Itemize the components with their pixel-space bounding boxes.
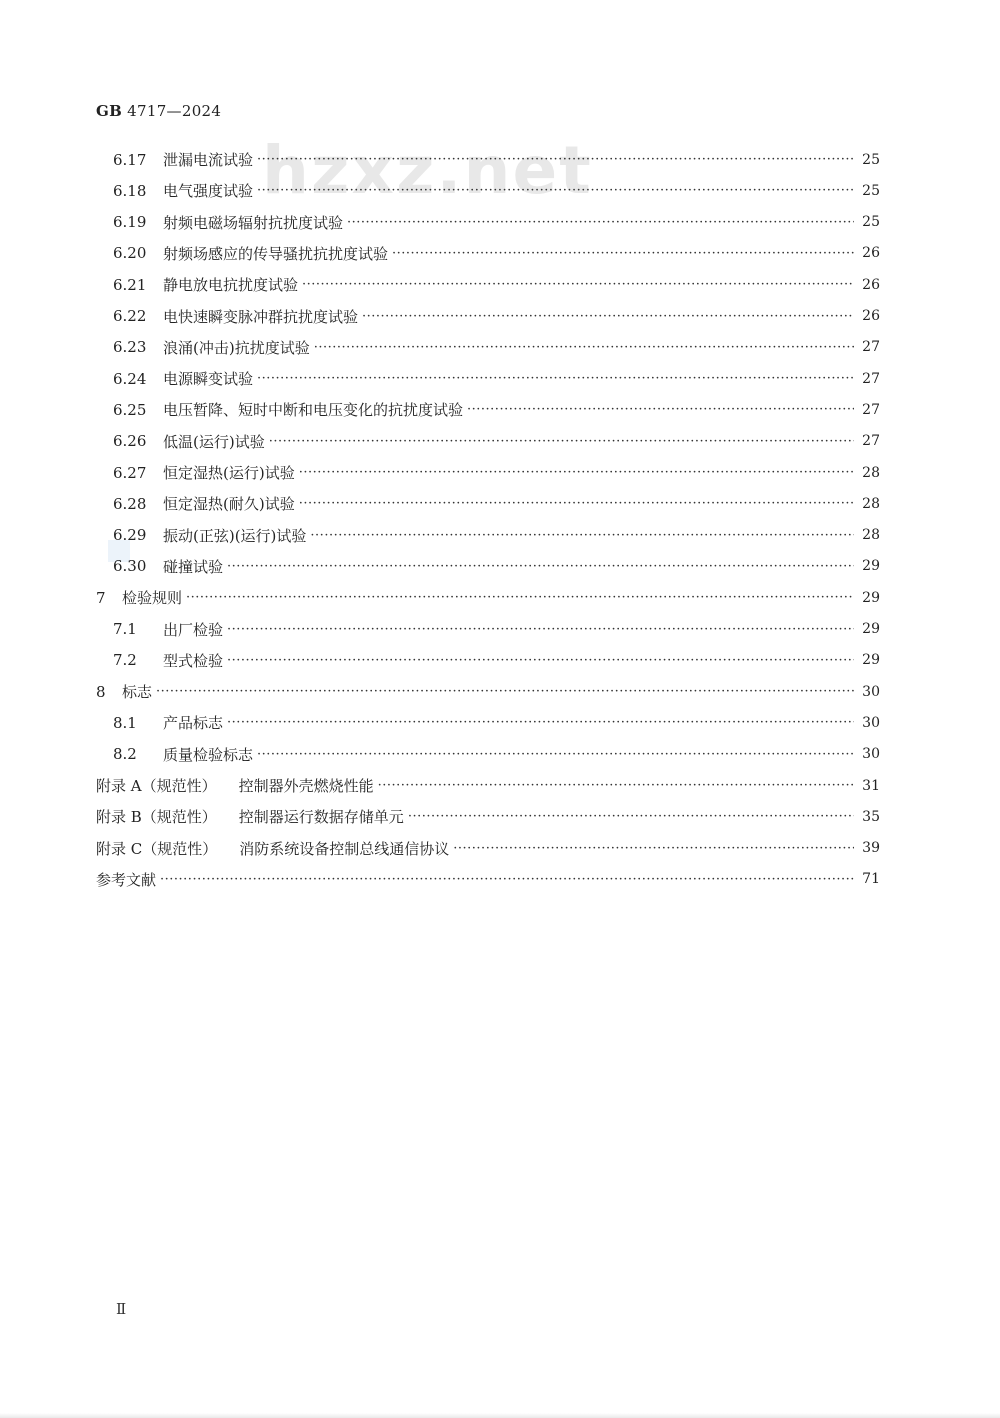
toc-entry[interactable] [96, 676, 880, 707]
toc-entry[interactable] [113, 645, 880, 676]
toc-entry[interactable] [113, 175, 880, 206]
toc-entry[interactable] [113, 207, 880, 238]
toc-dot-leader [378, 778, 854, 793]
toc-entry-page: 27 [862, 401, 880, 418]
toc-entry-page: 28 [862, 527, 880, 544]
toc-entry[interactable] [113, 707, 880, 738]
toc-entry[interactable] [113, 238, 880, 269]
toc-entry-number: 7.2 [113, 651, 137, 670]
toc-entry-title: 静电放电抗扰度试验 [163, 276, 299, 295]
toc-dot-leader [257, 371, 854, 386]
toc-entry-title: 恒定湿热(运行)试验 [163, 464, 295, 482]
toc-entry-page: 28 [862, 464, 880, 481]
toc-entry-number: 6.21 [113, 275, 147, 294]
toc-entry[interactable] [113, 363, 880, 394]
standard-number: 4717—2024 [127, 102, 222, 120]
toc-entry-title: 出厂检验 [163, 620, 224, 639]
toc-entry-number: 6.22 [113, 307, 147, 325]
toc-entry-number: 7.1 [113, 620, 137, 638]
toc-entry-page: 26 [862, 308, 880, 324]
toc-entry-title: 型式检验 [163, 651, 224, 670]
toc-entry-title: 检验规则 [122, 589, 183, 608]
toc-entry-title: 浪涌(冲击)抗扰度试验 [163, 338, 310, 357]
toc-entry-title: 参考文献 [96, 870, 157, 889]
toc-entry-title: 电气强度试验 [163, 182, 254, 201]
toc-entry-number: 6.30 [113, 557, 147, 576]
toc-entry-title: 射频场感应的传导骚扰抗扰度试验 [163, 244, 389, 263]
toc-entry-number: 8 [96, 682, 106, 701]
toc-entry-title: 低温(运行)试验 [163, 432, 265, 451]
toc-entry-number: 附录 A（规范性） [96, 777, 217, 795]
watermark-logo: hzxz.net [262, 132, 593, 209]
toc-dot-leader [227, 653, 854, 668]
toc-dot-leader [160, 872, 854, 887]
toc-entry-page: 26 [862, 245, 880, 262]
toc-entry-title: 电快速瞬变脉冲群抗扰度试验 [163, 307, 359, 326]
toc-entry-page: 30 [862, 683, 880, 700]
toc-entry[interactable] [96, 582, 880, 613]
toc-entry-page: 27 [862, 370, 880, 387]
page-edge [0, 1413, 1000, 1418]
toc-entry[interactable] [96, 801, 880, 832]
toc-entry[interactable] [113, 394, 880, 425]
toc-entry[interactable] [96, 833, 880, 864]
toc-entry-number: 附录 B（规范性） [96, 808, 217, 827]
toc-entry-number: 6.23 [113, 338, 147, 357]
toc-entry[interactable] [113, 332, 880, 363]
toc-entry-number: 6.18 [113, 181, 147, 200]
toc-dot-leader [453, 841, 854, 856]
toc-dot-leader [347, 215, 854, 230]
toc-entry[interactable] [113, 739, 880, 770]
toc-entry-page: 25 [862, 151, 880, 168]
toc-entry-number: 8.1 [113, 713, 137, 732]
toc-dot-leader [227, 622, 854, 637]
toc-entry-title: 振动(正弦)(运行)试验 [163, 526, 307, 545]
toc-dot-leader [314, 340, 854, 355]
toc-entry-number: 附录 C（规范性） [96, 839, 218, 858]
toc-entry-title: 消防系统设备控制总线通信协议 [239, 839, 450, 858]
toc-entry-number: 6.19 [113, 213, 147, 232]
toc-entry-page: 29 [862, 652, 880, 669]
toc-dot-leader [310, 528, 854, 543]
toc-entry-page: 26 [862, 276, 880, 293]
toc-entry-title: 电源瞬变试验 [163, 370, 254, 389]
toc-entry-page: 25 [862, 214, 880, 231]
toc-entry-number: 6.26 [113, 432, 147, 451]
page-header [96, 102, 221, 120]
toc-entry[interactable] [113, 457, 880, 488]
toc-dot-leader [299, 496, 854, 511]
toc-dot-leader [257, 152, 854, 167]
toc-entry[interactable] [113, 426, 880, 457]
page-number-footer: Ⅱ [116, 1300, 127, 1318]
toc-entry-title: 射频电磁场辐射抗扰度试验 [163, 213, 344, 232]
toc-entry-title: 标志 [122, 683, 153, 702]
toc-entry[interactable] [113, 144, 880, 175]
toc-entry-page: 28 [862, 495, 880, 512]
toc-entry-title: 电压暂降、短时中断和电压变化的抗扰度试验 [163, 401, 464, 420]
toc-dot-leader [227, 715, 854, 730]
toc-dot-leader [299, 465, 854, 480]
toc-entry[interactable] [113, 269, 880, 300]
toc-entry-page: 71 [862, 871, 880, 888]
toc-entry-number: 8.2 [113, 745, 137, 764]
toc-entry-title: 控制器外壳燃烧性能 [238, 777, 374, 795]
toc-entry[interactable] [96, 770, 880, 801]
toc-dot-leader [392, 246, 854, 261]
toc-entry-page: 25 [862, 182, 880, 199]
toc-entry-number: 6.28 [113, 494, 147, 513]
toc-entry-title: 质量检验标志 [163, 745, 254, 764]
toc-entry-number: 6.20 [113, 244, 147, 263]
toc-entry-number: 7 [96, 588, 106, 607]
toc-entry-page: 27 [862, 433, 880, 450]
toc-entry[interactable] [113, 301, 880, 332]
toc-entry-page: 29 [862, 558, 880, 575]
toc-entry-page: 29 [862, 621, 880, 637]
toc-entry-page: 30 [862, 746, 880, 763]
toc-entry-number: 6.25 [113, 400, 147, 419]
toc-entry-page: 27 [862, 339, 880, 356]
toc-entry[interactable] [113, 614, 880, 645]
toc-entry-title: 泄漏电流试验 [163, 151, 254, 169]
toc-dot-leader [467, 402, 854, 417]
toc-dot-leader [302, 277, 854, 292]
toc-entry-title: 恒定湿热(耐久)试验 [163, 495, 295, 514]
toc-entry-title: 控制器运行数据存储单元 [238, 808, 404, 827]
toc-entry-number: 6.17 [113, 150, 147, 169]
toc-dot-leader [257, 183, 854, 198]
toc-entry-title: 产品标志 [163, 714, 224, 733]
toc-entry-page: 30 [862, 714, 880, 731]
toc-entry-number: 6.24 [113, 369, 147, 388]
toc-entry[interactable] [113, 551, 880, 582]
toc-entry[interactable] [113, 520, 880, 551]
toc-entry-number: 6.29 [113, 526, 147, 545]
toc-dot-leader [186, 590, 854, 605]
toc-entry-page: 29 [862, 589, 880, 606]
toc-dot-leader [408, 809, 854, 824]
toc-entry[interactable] [96, 864, 880, 895]
toc-entry-page: 31 [862, 777, 880, 794]
toc-dot-leader [362, 309, 854, 324]
toc-dot-leader [257, 747, 854, 762]
toc-dot-leader [269, 434, 854, 449]
toc-entry-number: 6.27 [113, 463, 147, 482]
toc-entry-title: 碰撞试验 [163, 557, 224, 576]
toc-entry-page: 35 [862, 808, 880, 825]
toc-dot-leader [227, 559, 854, 574]
standard-code: GB [96, 102, 123, 120]
toc-entry[interactable] [113, 488, 880, 519]
toc-dot-leader [156, 684, 854, 699]
toc-entry-page: 39 [862, 840, 880, 857]
